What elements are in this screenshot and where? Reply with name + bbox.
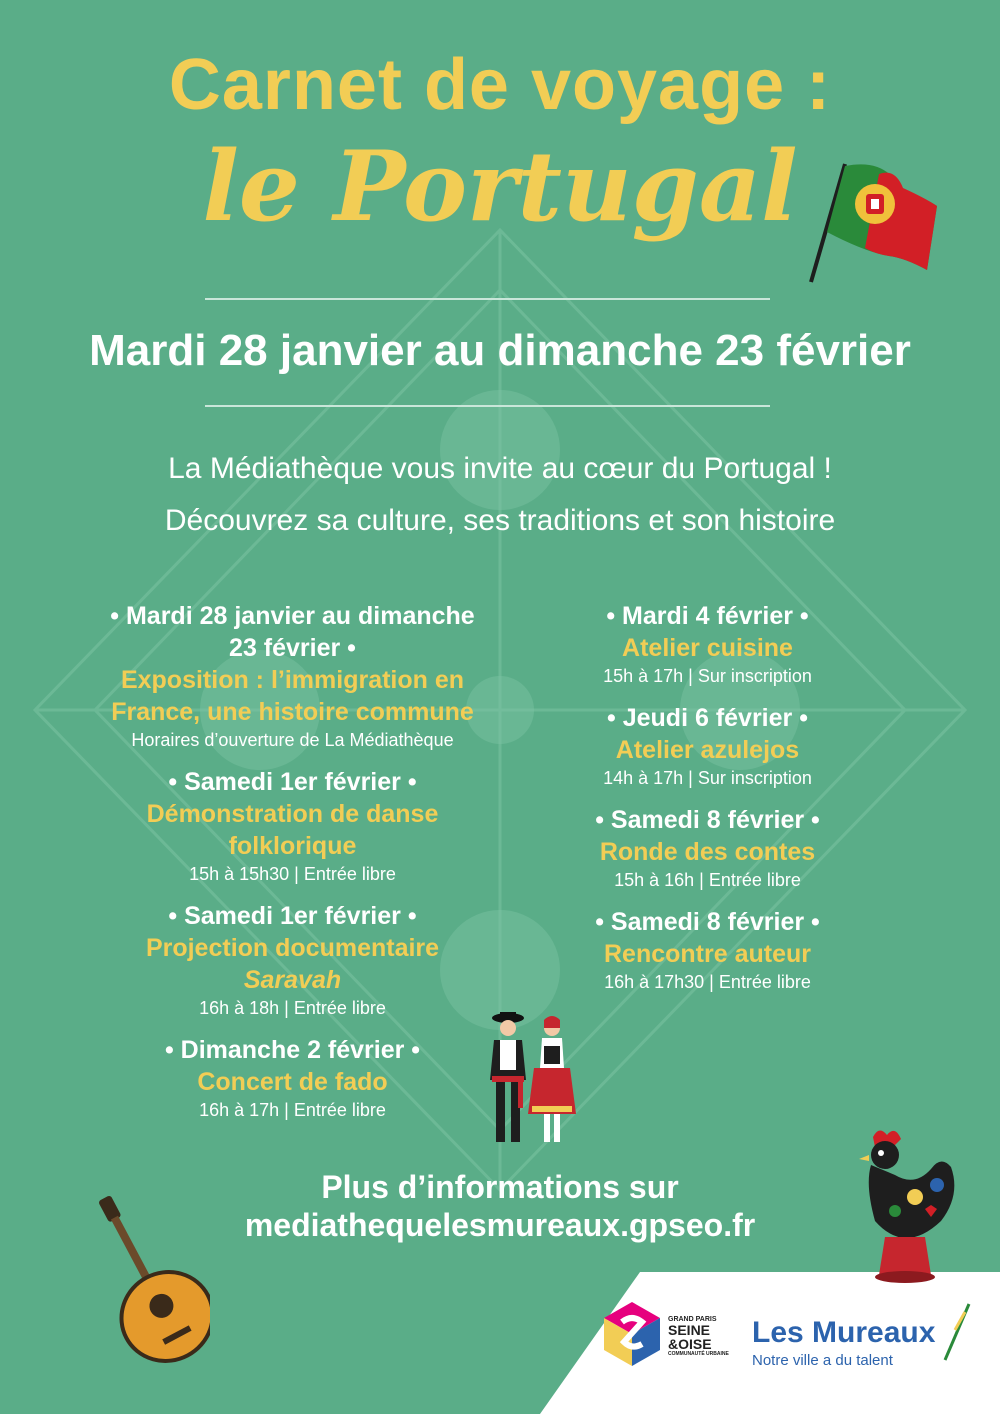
event-details: 16h à 17h30 | Entrée libre — [604, 972, 811, 992]
event-title: Démonstration de danse folklorique — [146, 800, 439, 860]
event-title: Atelier cuisine — [622, 634, 793, 662]
event-details: 15h à 17h | Sur inscription — [603, 666, 812, 686]
event-title: Ronde des contes — [599, 838, 816, 866]
date-range: Mardi 28 janvier au dimanche 23 février — [89, 326, 911, 375]
mureaux-tagline: Notre ville a du talent — [752, 1352, 893, 1369]
event-title: Projection documentaire — [145, 934, 440, 962]
event-date: • Samedi 1er février • — [168, 768, 417, 796]
event-title: Exposition : l’immigration en France, une histoire commune — [111, 666, 474, 726]
mureaux-logo-name: Les Mureaux — [752, 1316, 936, 1349]
event-date: • Mardi 28 janvier au dimanche 23 février • — [110, 602, 475, 662]
event-title: Atelier azulejos — [615, 736, 800, 764]
event-title: Rencontre auteur — [604, 940, 811, 968]
website-link[interactable]: mediathequelesmureaux.gpseo.fr — [244, 1207, 756, 1243]
event-details: 15h à 16h | Entrée libre — [614, 870, 801, 890]
event-title: Concert de fado — [197, 1068, 388, 1096]
gpso-line2: SEINE — [668, 1322, 711, 1338]
title-line2: le Portugal — [202, 130, 798, 243]
gpso-logo-icon — [602, 1300, 662, 1370]
gpso-line1: GRAND PARIS — [668, 1316, 717, 1323]
gpso-line3: &OISE — [668, 1336, 712, 1352]
rooster-icon — [845, 1125, 965, 1285]
event-title-italic: Saravah — [243, 966, 342, 994]
event-details: 16h à 18h | Entrée libre — [199, 998, 386, 1018]
gpso-wordmark — [668, 1316, 729, 1357]
event-details: 14h à 17h | Sur inscription — [603, 768, 812, 788]
event-date: • Samedi 1er février • — [168, 902, 417, 930]
event-details: Horaires d’ouverture de La Médiathèque — [131, 730, 454, 750]
intro-line2: Découvrez sa culture, ses traditions et son histoire — [164, 504, 836, 537]
title-line1: Carnet de voyage : — [168, 45, 832, 125]
event-date: • Samedi 8 février • — [595, 806, 820, 834]
gpso-line4: COMMUNAUTÉ URBAINE — [668, 1351, 729, 1357]
more-info-line1: Plus d’informations sur — [321, 1169, 679, 1205]
event-details: 16h à 17h | Entrée libre — [199, 1100, 386, 1120]
event-date: • Dimanche 2 février • — [164, 1036, 421, 1064]
intro-line1: La Médiathèque vous invite au cœur du Portugal ! — [168, 452, 832, 485]
event-date: • Mardi 4 février • — [606, 602, 809, 630]
event-details: 15h à 15h30 | Entrée libre — [189, 864, 396, 884]
event-date: • Jeudi 6 février • — [607, 704, 808, 732]
event-date: • Samedi 8 février • — [595, 908, 820, 936]
mureaux-swoosh-icon — [925, 1300, 975, 1370]
